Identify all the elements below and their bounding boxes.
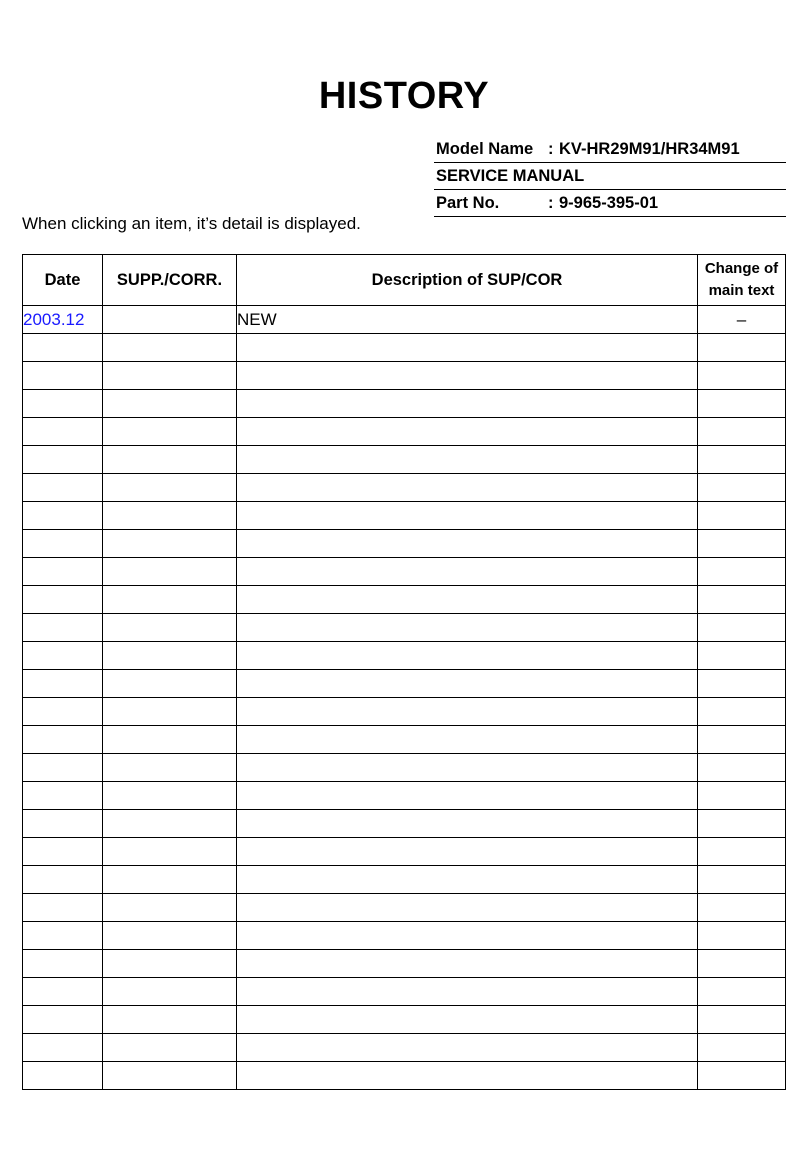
supp-corr-cell (103, 726, 237, 754)
date-cell (23, 642, 103, 670)
description-cell (237, 642, 698, 670)
description-cell (237, 782, 698, 810)
change-of-main-text-cell (698, 558, 786, 586)
model-name-label: Model Name (436, 140, 534, 158)
change-of-main-text-cell (698, 754, 786, 782)
supp-corr-cell (103, 978, 237, 1006)
date-cell (23, 922, 103, 950)
service-manual-label: SERVICE MANUAL (436, 167, 585, 185)
change-of-main-text-cell (698, 418, 786, 446)
table-row (23, 558, 786, 586)
change-of-main-text-cell (698, 1034, 786, 1062)
description-cell (237, 754, 698, 782)
change-of-main-text-cell (698, 810, 786, 838)
supp-corr-cell (103, 1034, 237, 1062)
change-of-main-text-cell (698, 978, 786, 1006)
date-cell (23, 978, 103, 1006)
date-cell (23, 558, 103, 586)
table-row (23, 362, 786, 390)
change-of-main-text-cell (698, 586, 786, 614)
supp-corr-cell (103, 586, 237, 614)
description-cell (237, 446, 698, 474)
model-name-value: KV-HR29M91/HR34M91 (559, 140, 740, 158)
date-cell (23, 950, 103, 978)
description-cell (237, 726, 698, 754)
page-title: HISTORY (318, 75, 490, 117)
table-row (23, 698, 786, 726)
service-manual-row (434, 163, 786, 190)
supp-corr-cell (103, 502, 237, 530)
description-cell (237, 614, 698, 642)
supp-corr-cell (103, 558, 237, 586)
table-row (23, 670, 786, 698)
supp-corr-cell (103, 698, 237, 726)
description-cell: NEW (237, 306, 698, 334)
supp-corr-cell (103, 670, 237, 698)
change-of-main-text-cell (698, 894, 786, 922)
part-number-separator: : (548, 194, 554, 212)
description-cell (237, 362, 698, 390)
table-row (23, 978, 786, 1006)
table-row (23, 810, 786, 838)
description-cell (237, 810, 698, 838)
table-row (23, 642, 786, 670)
description-cell (237, 474, 698, 502)
supp-corr-cell (103, 894, 237, 922)
header-change-line2: main text (708, 282, 775, 299)
date-cell (23, 810, 103, 838)
change-of-main-text-cell (698, 334, 786, 362)
description-cell (237, 334, 698, 362)
supp-corr-cell (103, 362, 237, 390)
table-row (23, 1006, 786, 1034)
description-cell (237, 978, 698, 1006)
supp-corr-cell (103, 446, 237, 474)
supp-corr-cell (103, 530, 237, 558)
supp-corr-cell (103, 390, 237, 418)
document-info (434, 136, 786, 217)
date-cell (23, 782, 103, 810)
supp-corr-cell (103, 754, 237, 782)
supp-corr-cell (103, 418, 237, 446)
table-row (23, 922, 786, 950)
date-cell (23, 614, 103, 642)
date-cell (23, 1034, 103, 1062)
change-of-main-text-cell (698, 474, 786, 502)
change-of-main-text-cell (698, 726, 786, 754)
description-cell (237, 950, 698, 978)
change-of-main-text-cell (698, 922, 786, 950)
date-cell (23, 446, 103, 474)
table-row (23, 306, 786, 334)
history-table (22, 254, 786, 1090)
supp-corr-cell (103, 866, 237, 894)
description-cell (237, 502, 698, 530)
supp-corr-cell (103, 474, 237, 502)
header-description: Description of SUP/COR (237, 255, 698, 306)
supp-corr-cell (103, 306, 237, 334)
change-of-main-text-cell (698, 642, 786, 670)
model-name-separator: : (548, 140, 554, 158)
date-cell (23, 362, 103, 390)
description-cell (237, 922, 698, 950)
supp-corr-cell (103, 642, 237, 670)
date-cell (23, 670, 103, 698)
change-of-main-text-cell (698, 446, 786, 474)
date-cell (23, 726, 103, 754)
change-of-main-text-cell (698, 950, 786, 978)
part-number-label: Part No. (436, 194, 500, 212)
description-cell (237, 698, 698, 726)
header-date: Date (23, 255, 103, 306)
table-row (23, 530, 786, 558)
change-of-main-text-cell (698, 614, 786, 642)
table-row (23, 838, 786, 866)
date-cell (23, 586, 103, 614)
table-row (23, 614, 786, 642)
description-cell (237, 1034, 698, 1062)
description-cell (237, 866, 698, 894)
description-cell (237, 418, 698, 446)
table-row (23, 1034, 786, 1062)
description-cell (237, 838, 698, 866)
change-of-main-text-cell (698, 502, 786, 530)
date-cell (23, 1062, 103, 1090)
supp-corr-cell (103, 810, 237, 838)
description-cell (237, 1062, 698, 1090)
date-cell (23, 894, 103, 922)
instruction-text: When clicking an item, it’s detail is displayed. (22, 214, 361, 233)
table-row (23, 586, 786, 614)
supp-corr-cell (103, 614, 237, 642)
header-change-of-main-text (698, 255, 786, 306)
supp-corr-cell (103, 1006, 237, 1034)
change-of-main-text-cell (698, 698, 786, 726)
header-supp-corr: SUPP./CORR. (103, 255, 237, 306)
table-header-row (23, 255, 786, 306)
change-of-main-text-cell (698, 1062, 786, 1090)
table-row (23, 754, 786, 782)
change-of-main-text-cell (698, 390, 786, 418)
description-cell (237, 1006, 698, 1034)
description-cell (237, 670, 698, 698)
change-of-main-text-cell (698, 838, 786, 866)
table-row (23, 390, 786, 418)
date-cell (23, 334, 103, 362)
date-cell (23, 418, 103, 446)
description-cell (237, 894, 698, 922)
table-row (23, 446, 786, 474)
model-name-row (434, 136, 786, 163)
supp-corr-cell (103, 334, 237, 362)
date-cell (23, 1006, 103, 1034)
date-cell (23, 866, 103, 894)
change-of-main-text-cell (698, 782, 786, 810)
supp-corr-cell (103, 838, 237, 866)
change-of-main-text-cell (698, 866, 786, 894)
date-cell (23, 474, 103, 502)
table-row (23, 334, 786, 362)
table-row (23, 894, 786, 922)
date-cell (23, 838, 103, 866)
date-cell (23, 390, 103, 418)
description-cell (237, 530, 698, 558)
date-cell (23, 502, 103, 530)
date-cell[interactable]: 2003.12 (23, 306, 103, 334)
change-of-main-text-cell (698, 1006, 786, 1034)
header-change-line1: Change of (704, 260, 779, 277)
change-of-main-text-cell (698, 530, 786, 558)
table-row (23, 418, 786, 446)
change-of-main-text-cell (698, 362, 786, 390)
table-row (23, 474, 786, 502)
description-cell (237, 586, 698, 614)
description-cell (237, 390, 698, 418)
date-cell (23, 530, 103, 558)
date-cell (23, 754, 103, 782)
change-of-main-text-cell: – (698, 306, 786, 334)
table-row (23, 866, 786, 894)
table-row (23, 502, 786, 530)
supp-corr-cell (103, 782, 237, 810)
part-number-row (434, 190, 786, 217)
description-cell (237, 558, 698, 586)
table-row (23, 950, 786, 978)
supp-corr-cell (103, 950, 237, 978)
date-cell (23, 698, 103, 726)
part-number-value: 9-965-395-01 (559, 194, 659, 212)
supp-corr-cell (103, 922, 237, 950)
table-row (23, 782, 786, 810)
table-row (23, 1062, 786, 1090)
supp-corr-cell (103, 1062, 237, 1090)
table-row (23, 726, 786, 754)
history-table-body (23, 306, 786, 1090)
change-of-main-text-cell (698, 670, 786, 698)
